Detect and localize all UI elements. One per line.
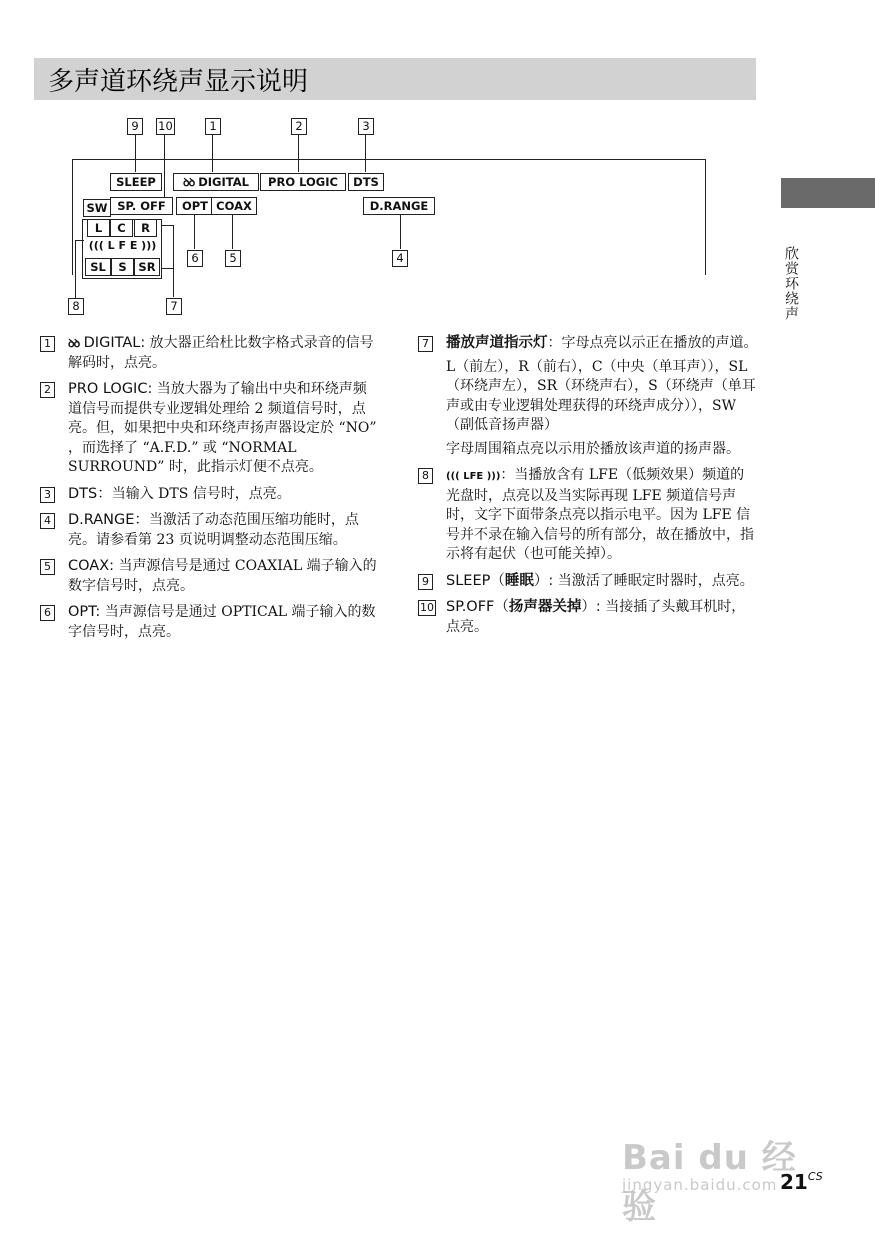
indicator-digital-label: DIGITAL (198, 175, 249, 189)
callout-4: 4 (392, 250, 408, 267)
page-title: 多声道环绕声显示说明 (48, 67, 309, 97)
item-label: COAX: (68, 558, 115, 574)
item-8 (418, 466, 758, 565)
left-column (40, 334, 380, 649)
leader-6 (194, 215, 195, 249)
item-number: 6 (40, 605, 55, 621)
callout-6: 6 (187, 250, 203, 267)
callout-10: 10 (156, 118, 175, 135)
item-label: SP.OFF（ (446, 599, 509, 615)
item-2 (40, 380, 380, 478)
indicator-c: C (110, 219, 133, 237)
indicator-sp-off: SP. OFF (110, 197, 173, 215)
callout-7: 7 (166, 298, 182, 315)
item-text: ：当播放含有 LFE（低频效果）频道的光盘时，点亮以及当实际再现 LFE 频道信号声时，文字下面带条点亮以指示电平。因为 LFE 信号并不录在输入信号的所有部分，故在播放中，指示将有起伏（也可能关掉）。 (446, 467, 754, 562)
leader-7-arm-top (161, 225, 173, 226)
item-text: 当接插了头戴耳机时，点亮。 (446, 599, 746, 635)
item-7 (418, 334, 758, 459)
item-label-cn: 扬声器关掉 (508, 599, 582, 615)
baidu-watermark (622, 1120, 822, 1227)
item-label-end: ）: (533, 572, 554, 589)
lfe-icon: ((( LFE ))) (446, 471, 501, 482)
item-label: DTS： (68, 485, 112, 502)
indicator-digital (173, 173, 259, 191)
item-9 (418, 572, 758, 592)
callout-8: 8 (68, 298, 84, 315)
item-10 (418, 598, 758, 637)
page-number (780, 1170, 823, 1194)
leader-3 (365, 135, 366, 172)
item-number: 2 (40, 382, 55, 398)
item-5 (40, 557, 380, 596)
item-label: D.RANGE： (68, 512, 149, 528)
item-1 (40, 334, 380, 373)
item-text: 当声源信号是通过 OPTICAL 端子输入的数字信号时，点亮。 (68, 604, 376, 640)
leader-8-arm (75, 240, 84, 241)
item-number: 7 (418, 336, 433, 352)
indicator-dts: DTS (348, 173, 384, 191)
item-text: 当声源信号是通过 COAXIAL 端子输入的数字信号时，点亮。 (68, 558, 377, 594)
item-label: 播放声道指示灯 (446, 335, 548, 351)
indicator-r: R (134, 219, 157, 237)
right-column (418, 334, 758, 644)
leader-7 (173, 225, 174, 297)
item-label-end: ）: (581, 599, 601, 615)
item-text: 当激活了睡眠定时器时，点亮。 (553, 572, 754, 589)
item-text: ：字母点亮以示正在播放的声道。 (547, 335, 758, 351)
dolby-digital-icon: ꝺꝺ (183, 176, 195, 189)
callout-5: 5 (225, 250, 241, 267)
callout-1: 1 (205, 118, 221, 135)
item-number: 4 (40, 513, 55, 529)
leader-8 (75, 240, 76, 298)
item-text: 当放大器为了输出中央和环绕声频道信号而提供专业逻辑处理给 2 频道信号时，点亮。但，如果把中央和环绕声扬声器设定於 “NO” ，而选择了 “A.F.D.” 或 “NORMAL SURROUND” 时，此指示灯便不点亮。 (68, 381, 377, 475)
item-6 (40, 603, 380, 642)
indicator-l: L (87, 219, 110, 237)
leader-7-arm-bottom (161, 268, 173, 269)
indicator-sw: SW (83, 199, 111, 217)
side-tab-label: 欣赏环绕声 (783, 246, 799, 321)
page-number-suffix: CS (807, 1170, 823, 1183)
indicator-s: S (111, 258, 134, 276)
indicator-sl: SL (85, 258, 111, 276)
indicator-opt: OPT (176, 197, 214, 215)
dolby-digital-icon: ꝺꝺ (68, 337, 80, 350)
title-bar (34, 58, 756, 100)
indicator-d-range: D.RANGE (363, 197, 435, 215)
leader-1 (212, 135, 213, 172)
item-label: DIGITAL: (83, 335, 146, 351)
leader-9 (135, 135, 136, 172)
callout-9: 9 (127, 118, 143, 135)
item-number: 3 (40, 487, 55, 503)
item-number: 8 (418, 468, 433, 484)
item-3 (40, 485, 380, 505)
item-4 (40, 511, 380, 550)
item-number: 1 (40, 336, 55, 352)
item-text: 当输入 DTS 信号时，点亮。 (111, 485, 291, 502)
watermark-url: jingyan.baidu.com (622, 1176, 778, 1194)
watermark-logo: Bai du 经验 (622, 1138, 797, 1227)
indicator-pro-logic: PRO LOGIC (260, 173, 346, 191)
leader-2 (298, 135, 299, 172)
callout-2: 2 (291, 118, 307, 135)
item-number: 9 (418, 574, 433, 590)
leader-5 (232, 215, 233, 249)
item-number: 10 (420, 601, 434, 614)
leader-10 (164, 135, 165, 197)
side-tab (781, 178, 875, 208)
indicator-lfe: ((( L F E ))) (88, 239, 157, 252)
indicator-sr: SR (134, 258, 160, 276)
item-label-cn: 睡眠 (504, 572, 534, 589)
callout-3: 3 (358, 118, 374, 135)
item-text: 放大器正给杜比数字格式录音的信号解码时，点亮。 (68, 335, 374, 371)
item-paragraph: 字母周围箱点亮以示用於播放该声道的扬声器。 (446, 440, 740, 457)
display-frame (72, 159, 706, 275)
indicator-sleep: SLEEP (110, 173, 162, 191)
page-number-value: 21 (780, 1170, 808, 1194)
item-label: SLEEP（ (446, 572, 505, 589)
leader-4 (400, 215, 401, 249)
item-label: PRO LOGIC: (68, 381, 153, 397)
item-label: OPT: (68, 604, 101, 620)
item-paragraph: L（前左），R（前右），C（中央（单耳声）），SL（环绕声左），SR（环绕声右），S（环绕声（单耳声或由专业逻辑处理获得的环绕声成分）），SW（副低音扬声器） (446, 358, 756, 433)
item-number: 5 (40, 559, 55, 575)
item-text: 当激活了动态范围压缩功能时，点亮。请参看第 23 页说明调整动态范围压缩。 (68, 512, 359, 548)
indicator-coax: COAX (211, 197, 257, 215)
